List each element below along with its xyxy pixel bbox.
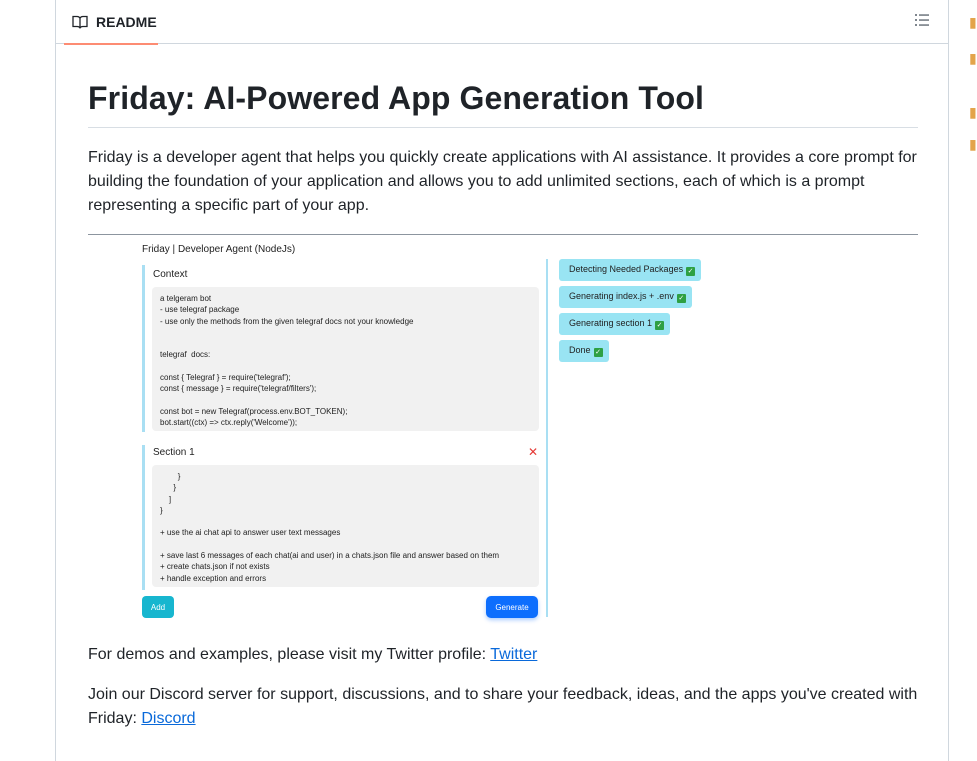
section-1 xyxy=(142,445,542,590)
status-badge: Done ✓ xyxy=(559,340,609,362)
readme-tabbar xyxy=(56,0,948,44)
list-icon xyxy=(914,12,930,28)
status-list xyxy=(559,259,701,367)
add-button[interactable]: Add xyxy=(142,596,174,618)
check-icon: ✓ xyxy=(687,268,694,275)
outline-toggle-button[interactable] xyxy=(914,12,932,30)
discord-paragraph: Join our Discord server for support, discussions, and to share your feedback, ideas, and the apps you've created with Friday: Discord xyxy=(88,686,918,727)
section-textarea[interactable]: } } ] } + use the ai chat api to answer user text messages + save last 6 messages of each chat(ai and user) in a chats.json file and answer based on them + create chats.json if not exists + handle exception and errors xyxy=(152,465,539,587)
sidebar-edge-mark: ▮ xyxy=(969,104,977,120)
generate-button[interactable]: Generate xyxy=(486,596,538,618)
context-section xyxy=(142,265,542,432)
context-label: Context xyxy=(153,269,188,280)
tab-readme-label: README xyxy=(96,14,157,30)
demos-paragraph: For demos and examples, please visit my Twitter profile: Twitter xyxy=(88,646,538,663)
status-badge: Generating index.js + .env ✓ xyxy=(559,286,692,308)
status-badge: Detecting Needed Packages ✓ xyxy=(559,259,701,281)
readme-panel xyxy=(55,0,949,761)
sidebar-edge-mark: ▮ xyxy=(969,136,977,152)
check-icon: ✓ xyxy=(656,322,663,329)
app-screenshot xyxy=(88,235,918,627)
check-icon: ✓ xyxy=(595,349,601,356)
discord-link[interactable]: Discord xyxy=(141,710,196,727)
book-icon xyxy=(72,14,88,30)
section-label: Section 1 xyxy=(153,447,195,458)
sidebar-edge-mark: ▮ xyxy=(969,14,977,30)
close-icon[interactable]: ✕ xyxy=(527,445,538,459)
status-badge: Generating section 1 ✓ xyxy=(559,313,670,335)
twitter-link[interactable]: Twitter xyxy=(490,646,538,663)
context-textarea[interactable]: a telgeram bot - use telegraf package - use only the methods from the given telegraf docs not your knowledge telegraf docs: const { Telegraf } = require('telegraf'); const { message } = require('telegraf/filters'); const bot = new Telegraf(process.env.BOT_TOKEN); bot.start((ctx) => ctx.reply('Welcome')); xyxy=(152,287,539,431)
sidebar-edge-mark: ▮ xyxy=(969,50,977,66)
check-icon: ✓ xyxy=(678,295,685,302)
app-title: Friday | Developer Agent (NodeJs) xyxy=(142,244,296,255)
status-divider xyxy=(546,259,548,617)
intro-paragraph: Friday is a developer agent that helps you quickly create applications with AI assistance. It provides a core prompt for building the foundation of your application and allows you to add unlimited sections, each of which is a prompt representing a specific part of your app. xyxy=(88,149,917,214)
readme-content xyxy=(88,44,918,731)
page-title: Friday: AI-Powered App Generation Tool xyxy=(88,80,918,128)
tab-readme[interactable] xyxy=(64,0,158,44)
